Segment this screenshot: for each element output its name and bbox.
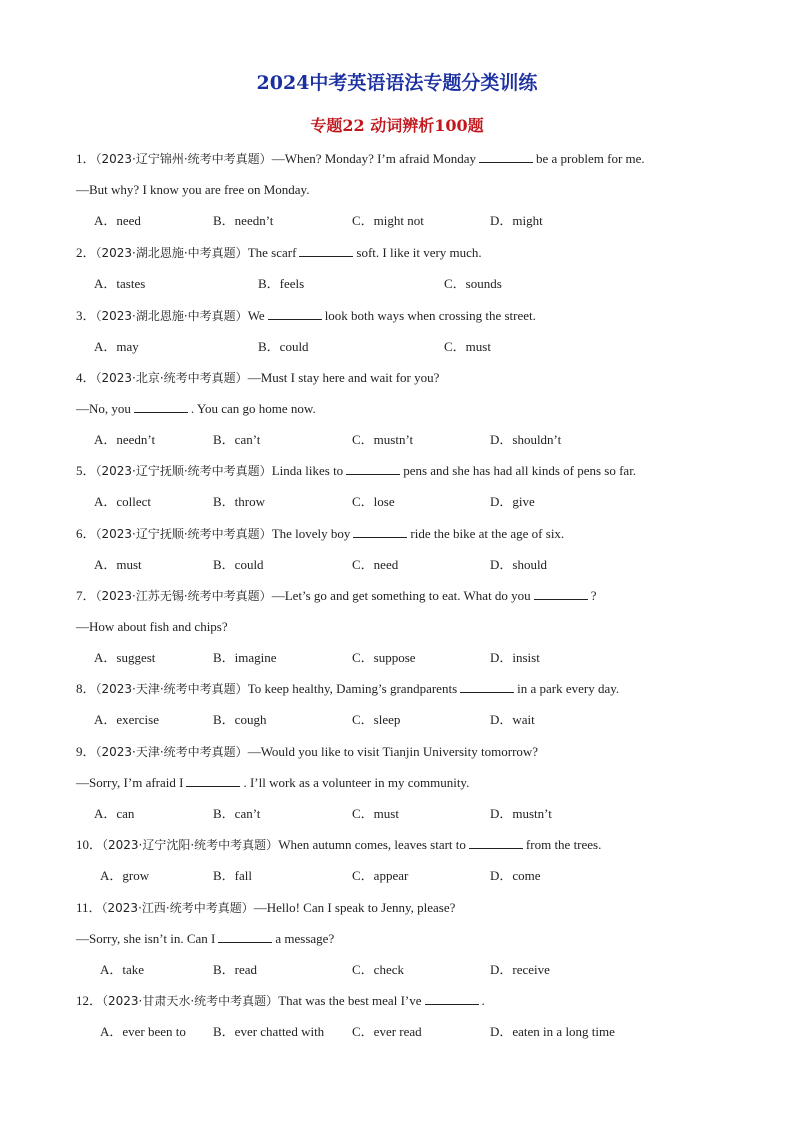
question-source: （2023·辽宁抚顺·统考中考真题） — [95, 527, 272, 541]
answer-option[interactable]: D．shouldn’t — [490, 432, 562, 447]
question-text-after: be a problem for me. — [536, 151, 645, 166]
question-text-after: ? — [590, 588, 597, 603]
question-text-after: soft. I like it very much. — [356, 245, 482, 260]
answer-option[interactable]: C．sleep — [352, 712, 401, 727]
page-title: 2024中考英语语法专题分类训练 — [256, 72, 538, 94]
question-reply — [76, 931, 334, 947]
question-text: —When? Monday? I’m afraid Monday — [271, 151, 477, 166]
answer-option[interactable]: D．come — [490, 868, 541, 883]
question-source: （2023·辽宁沈阳·统考中考真题） — [102, 838, 279, 852]
answer-blank[interactable] — [218, 931, 272, 943]
question-stem — [76, 993, 485, 1009]
question-source: （2023·江西·统考中考真题） — [101, 901, 254, 915]
answer-blank[interactable] — [346, 463, 400, 475]
answer-option[interactable]: B．feels — [258, 276, 305, 291]
question-text: —Hello! Can I speak to Jenny, please? — [253, 900, 456, 915]
question-number: 2． — [76, 245, 96, 260]
question-text: Linda likes to — [271, 463, 344, 478]
question-number: 9． — [76, 744, 96, 759]
answer-option[interactable]: A．needn’t — [94, 432, 156, 447]
answer-blank[interactable] — [353, 526, 407, 538]
question-text: The lovely boy — [271, 526, 351, 541]
answer-option[interactable]: B．imagine — [213, 650, 277, 665]
question-text-after: ride the bike at the age of six. — [410, 526, 565, 541]
question-source: （2023·湖北恩施·中考真题） — [95, 309, 248, 323]
question-source: （2023·天津·统考中考真题） — [95, 745, 248, 759]
answer-option[interactable]: B．throw — [213, 494, 266, 509]
question-stem — [76, 245, 482, 261]
answer-option[interactable]: D．eaten in a long time — [490, 1024, 615, 1039]
answer-option[interactable]: D．wait — [490, 712, 535, 727]
answer-option[interactable]: C．must — [444, 339, 491, 354]
answer-option[interactable]: B．needn’t — [213, 213, 274, 228]
question-text-after: look both ways when crossing the street. — [324, 308, 536, 323]
answer-option[interactable]: A．need — [94, 213, 141, 228]
question-stem — [76, 588, 596, 604]
answer-option[interactable]: B．cough — [213, 712, 267, 727]
answer-option[interactable]: A．ever been to — [100, 1024, 186, 1039]
answer-option[interactable]: C．need — [352, 557, 399, 572]
answer-option[interactable]: A．collect — [94, 494, 152, 509]
answer-option[interactable]: C．mustn’t — [352, 432, 414, 447]
question-reply-text-after: . You can go home now. — [190, 401, 316, 416]
answer-option[interactable]: B．can’t — [213, 806, 261, 821]
answer-option[interactable]: A．exercise — [94, 712, 159, 727]
answer-option[interactable]: A．grow — [100, 868, 150, 883]
question-source: （2023·辽宁抚顺·统考中考真题） — [95, 464, 272, 478]
question-reply: —But why? I know you are free on Monday. — [76, 182, 310, 197]
answer-option[interactable]: B．can’t — [213, 432, 261, 447]
question-reply — [76, 401, 316, 417]
answer-option[interactable]: B．could — [213, 557, 264, 572]
question-reply-text-after: a message? — [275, 931, 335, 946]
question-number: 12． — [76, 993, 103, 1008]
answer-option[interactable]: A．tastes — [94, 276, 146, 291]
answer-blank[interactable] — [425, 993, 479, 1005]
answer-option[interactable]: C．suppose — [352, 650, 416, 665]
question-text: —Let’s go and get something to eat. What do you — [271, 588, 531, 603]
question-number: 6． — [76, 526, 96, 541]
answer-blank[interactable] — [186, 775, 240, 787]
answer-option[interactable]: C．must — [352, 806, 399, 821]
question-reply-text: —Sorry, I’m afraid I — [76, 775, 184, 790]
answer-option[interactable]: C．ever read — [352, 1024, 422, 1039]
answer-blank[interactable] — [134, 401, 188, 413]
answer-option[interactable]: B．fall — [213, 868, 252, 883]
question-stem — [76, 308, 536, 324]
question-text: When autumn comes, leaves start to — [278, 837, 466, 852]
question-number: 3． — [76, 308, 96, 323]
question-text: We — [247, 308, 265, 323]
question-number: 8． — [76, 681, 96, 696]
answer-option[interactable]: D．mustn’t — [490, 806, 552, 821]
answer-option[interactable]: D．should — [490, 557, 548, 572]
question-text-after: . — [481, 993, 485, 1008]
answer-blank[interactable] — [268, 308, 322, 320]
answer-option[interactable]: D．might — [490, 213, 543, 228]
question-source: （2023·北京·统考中考真题） — [95, 371, 248, 385]
question-stem — [76, 837, 601, 853]
question-number: 10． — [76, 837, 103, 852]
answer-option[interactable]: A．may — [94, 339, 139, 354]
question-source: （2023·天津·统考中考真题） — [95, 682, 248, 696]
answer-option[interactable]: B．could — [258, 339, 309, 354]
question-reply-text-after: . I’ll work as a volunteer in my community. — [243, 775, 470, 790]
answer-option[interactable]: D．receive — [490, 962, 550, 977]
question-number: 1． — [76, 151, 96, 166]
answer-blank[interactable] — [299, 245, 353, 257]
question-reply: —How about fish and chips? — [76, 619, 228, 634]
answer-option[interactable]: B．ever chatted with — [213, 1024, 325, 1039]
question-text-after: pens and she has had all kinds of pens so far. — [403, 463, 637, 478]
question-stem — [76, 151, 645, 167]
question-reply-text: —Sorry, she isn’t in. Can I — [76, 931, 216, 946]
answer-option[interactable]: C．check — [352, 962, 404, 977]
answer-option[interactable]: A．can — [94, 806, 135, 821]
answer-option[interactable]: C．might not — [352, 213, 424, 228]
question-reply — [76, 775, 469, 791]
page-subtitle: 专题22 动词辨析100题 — [310, 116, 484, 135]
question-text: That was the best meal I’ve — [278, 993, 422, 1008]
question-stem — [76, 681, 619, 697]
answer-option[interactable]: A．suggest — [94, 650, 156, 665]
question-stem — [76, 370, 439, 386]
answer-option[interactable]: D．insist — [490, 650, 540, 665]
answer-blank[interactable] — [469, 837, 523, 849]
answer-blank[interactable] — [479, 151, 533, 163]
question-reply-text: —No, you — [76, 401, 131, 416]
answer-option[interactable]: A．take — [100, 962, 145, 977]
answer-option[interactable]: D．give — [490, 494, 535, 509]
question-text: —Must I stay here and wait for you? — [247, 370, 440, 385]
answer-option[interactable]: C．appear — [352, 868, 409, 883]
question-stem — [76, 526, 564, 542]
question-source: （2023·辽宁锦州·统考中考真题） — [95, 152, 272, 166]
answer-option[interactable]: A．must — [94, 557, 142, 572]
question-source: （2023·湖北恩施·中考真题） — [95, 246, 248, 260]
question-text: The scarf — [247, 245, 297, 260]
answer-option[interactable]: B．read — [213, 962, 258, 977]
answer-blank[interactable] — [460, 681, 514, 693]
question-stem — [76, 463, 636, 479]
question-stem — [76, 900, 455, 916]
question-text: To keep healthy, Daming’s grandparents — [247, 681, 458, 696]
question-number: 4． — [76, 370, 96, 385]
answer-option[interactable]: C．sounds — [444, 276, 502, 291]
question-number: 7． — [76, 588, 96, 603]
answer-option[interactable]: C．lose — [352, 494, 395, 509]
question-text-after: from the trees. — [525, 837, 602, 852]
answer-blank[interactable] — [534, 588, 588, 600]
question-stem — [76, 744, 538, 760]
question-source: （2023·江苏无锡·统考中考真题） — [95, 589, 272, 603]
question-source: （2023·甘肃天水·统考中考真题） — [102, 994, 279, 1008]
question-text-after: in a park every day. — [517, 681, 620, 696]
question-text: —Would you like to visit Tianjin University tomorrow? — [247, 744, 539, 759]
question-number: 5． — [76, 463, 96, 478]
question-number: 11． — [76, 900, 102, 915]
